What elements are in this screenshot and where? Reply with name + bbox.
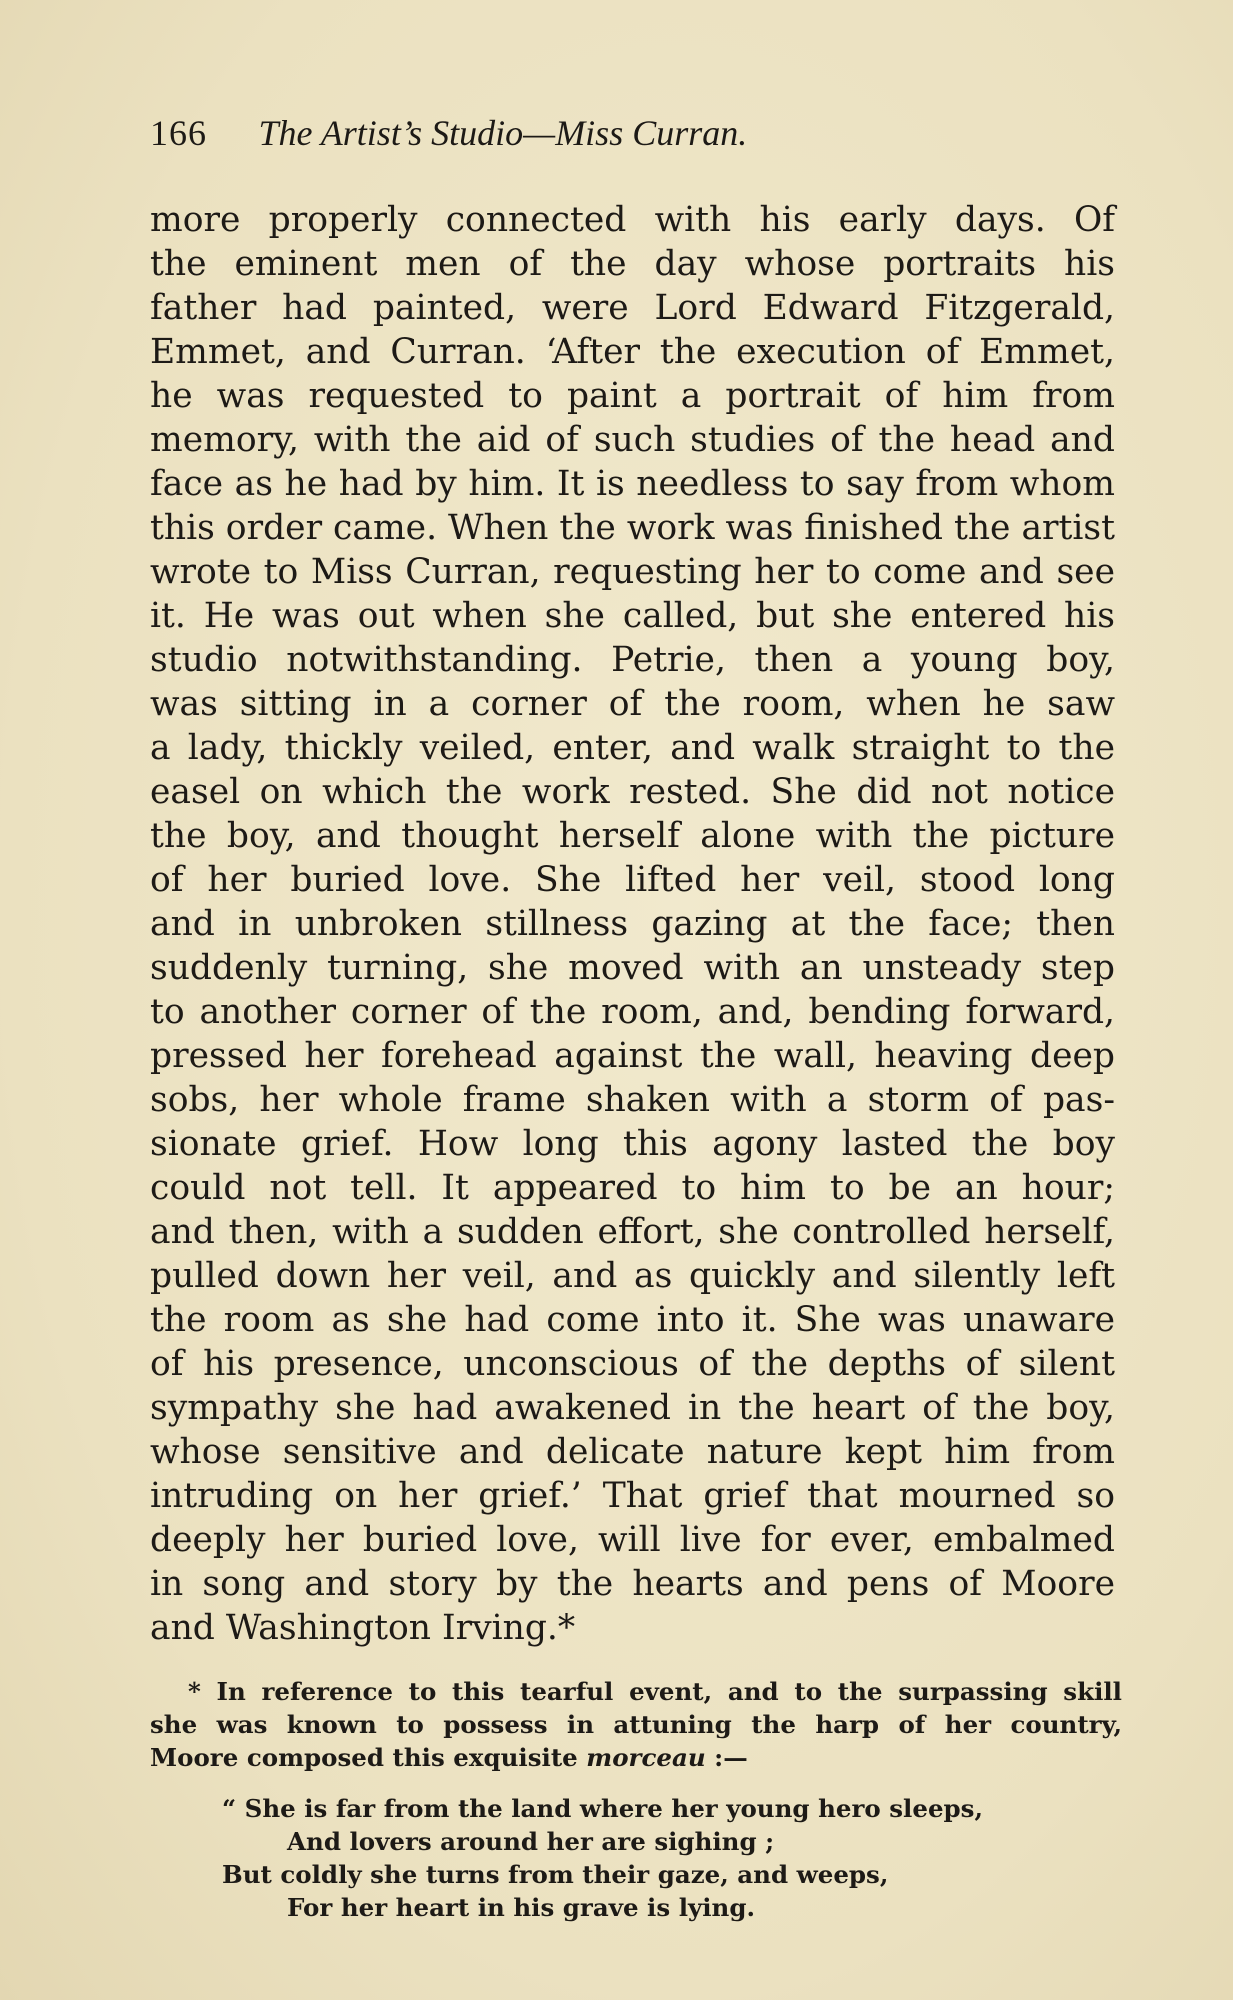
text-line: whose sensitive and delicate nature kept him from — [150, 1432, 1115, 1472]
text-line: face as he had by him. It is needless to say from whom — [150, 464, 1115, 504]
text-line: easel on which the work rested. She did not notice — [150, 772, 1115, 812]
page-header — [150, 108, 1050, 158]
text-line: was sitting in a corner of the room, when he saw — [150, 684, 1115, 724]
footnote-text: Moore composed this exquisite — [150, 1743, 587, 1772]
text-line: could not tell. It appeared to him to be an hour; — [150, 1168, 1115, 1208]
footnote-italic-word: morceau — [586, 1743, 706, 1772]
footnote-text: :— — [705, 1743, 748, 1772]
text-line: pressed her forehead against the wall, heaving deep — [150, 1036, 1115, 1076]
text-line: pulled down her veil, and as quickly and silently left — [150, 1256, 1115, 1296]
page-number: 166 — [150, 113, 207, 153]
text-line: deeply her buried love, will live for ever, embalmed — [150, 1520, 1115, 1560]
text-line: to another corner of the room, and, bending forward, — [150, 992, 1115, 1032]
text-line: and then, with a sudden effort, she controlled herself, — [150, 1212, 1115, 1252]
text-line: sympathy she had awakened in the heart of the boy, — [150, 1388, 1115, 1428]
text-line: and Washington Irving.* — [150, 1608, 576, 1648]
text-line: of her buried love. She lifted her veil, stood long — [150, 860, 1115, 900]
text-line: intruding on her grief.’ That grief that mourned so — [150, 1476, 1115, 1516]
text-line: father had painted, were Lord Edward Fitzgerald, — [150, 288, 1115, 328]
footnote-line: she was known to possess in attuning the harp of her country, — [150, 1710, 1122, 1739]
text-line: he was requested to paint a portrait of him from — [150, 376, 1115, 416]
text-line: the room as she had come into it. She was unaware — [150, 1300, 1115, 1340]
text-line: memory, with the aid of such studies of the head and — [150, 420, 1115, 460]
verse-line: For her heart in his grave is lying. — [287, 1893, 756, 1922]
body-text — [150, 198, 1115, 1650]
verse-quotation — [222, 1792, 1102, 1924]
text-line: suddenly turning, she moved with an unsteady step — [150, 948, 1115, 988]
running-head: The Artist’s Studio—Miss Curran. — [258, 113, 748, 153]
text-line: wrote to Miss Curran, requesting her to come and see — [150, 552, 1115, 592]
verse-line: “ She is far from the land where her young hero sleeps, — [222, 1794, 983, 1823]
text-line: sionate grief. How long this agony lasted the boy — [150, 1124, 1115, 1164]
verse-line: But coldly she turns from their gaze, and weeps, — [222, 1860, 889, 1889]
verse-line: And lovers around her are sighing ; — [287, 1827, 775, 1856]
text-line: it. He was out when she called, but she entered his — [150, 596, 1115, 636]
text-line: more properly connected with his early days. Of — [150, 200, 1115, 240]
text-line: of his presence, unconscious of the depths of silent — [150, 1344, 1115, 1384]
text-line: studio notwithstanding. Petrie, then a young boy, — [150, 640, 1115, 680]
text-line: in song and story by the hearts and pens of Moore — [150, 1564, 1115, 1604]
text-line: the eminent men of the day whose portraits his — [150, 244, 1115, 284]
footnote-line: * In reference to this tearful event, and to the surpassing skill — [188, 1677, 1122, 1706]
text-line: this order came. When the work was finished the artist — [150, 508, 1115, 548]
text-line: the boy, and thought herself alone with the picture — [150, 816, 1115, 856]
text-line: sobs, her whole frame shaken with a storm of pas- — [150, 1080, 1115, 1120]
text-line: a lady, thickly veiled, enter, and walk straight to the — [150, 728, 1115, 768]
footnote — [150, 1675, 1122, 1774]
footnote-line — [150, 1741, 1122, 1774]
text-line: Emmet, and Curran. ‘After the execution of Emmet, — [150, 332, 1115, 372]
text-line: and in unbroken stillness gazing at the face; then — [150, 904, 1115, 944]
